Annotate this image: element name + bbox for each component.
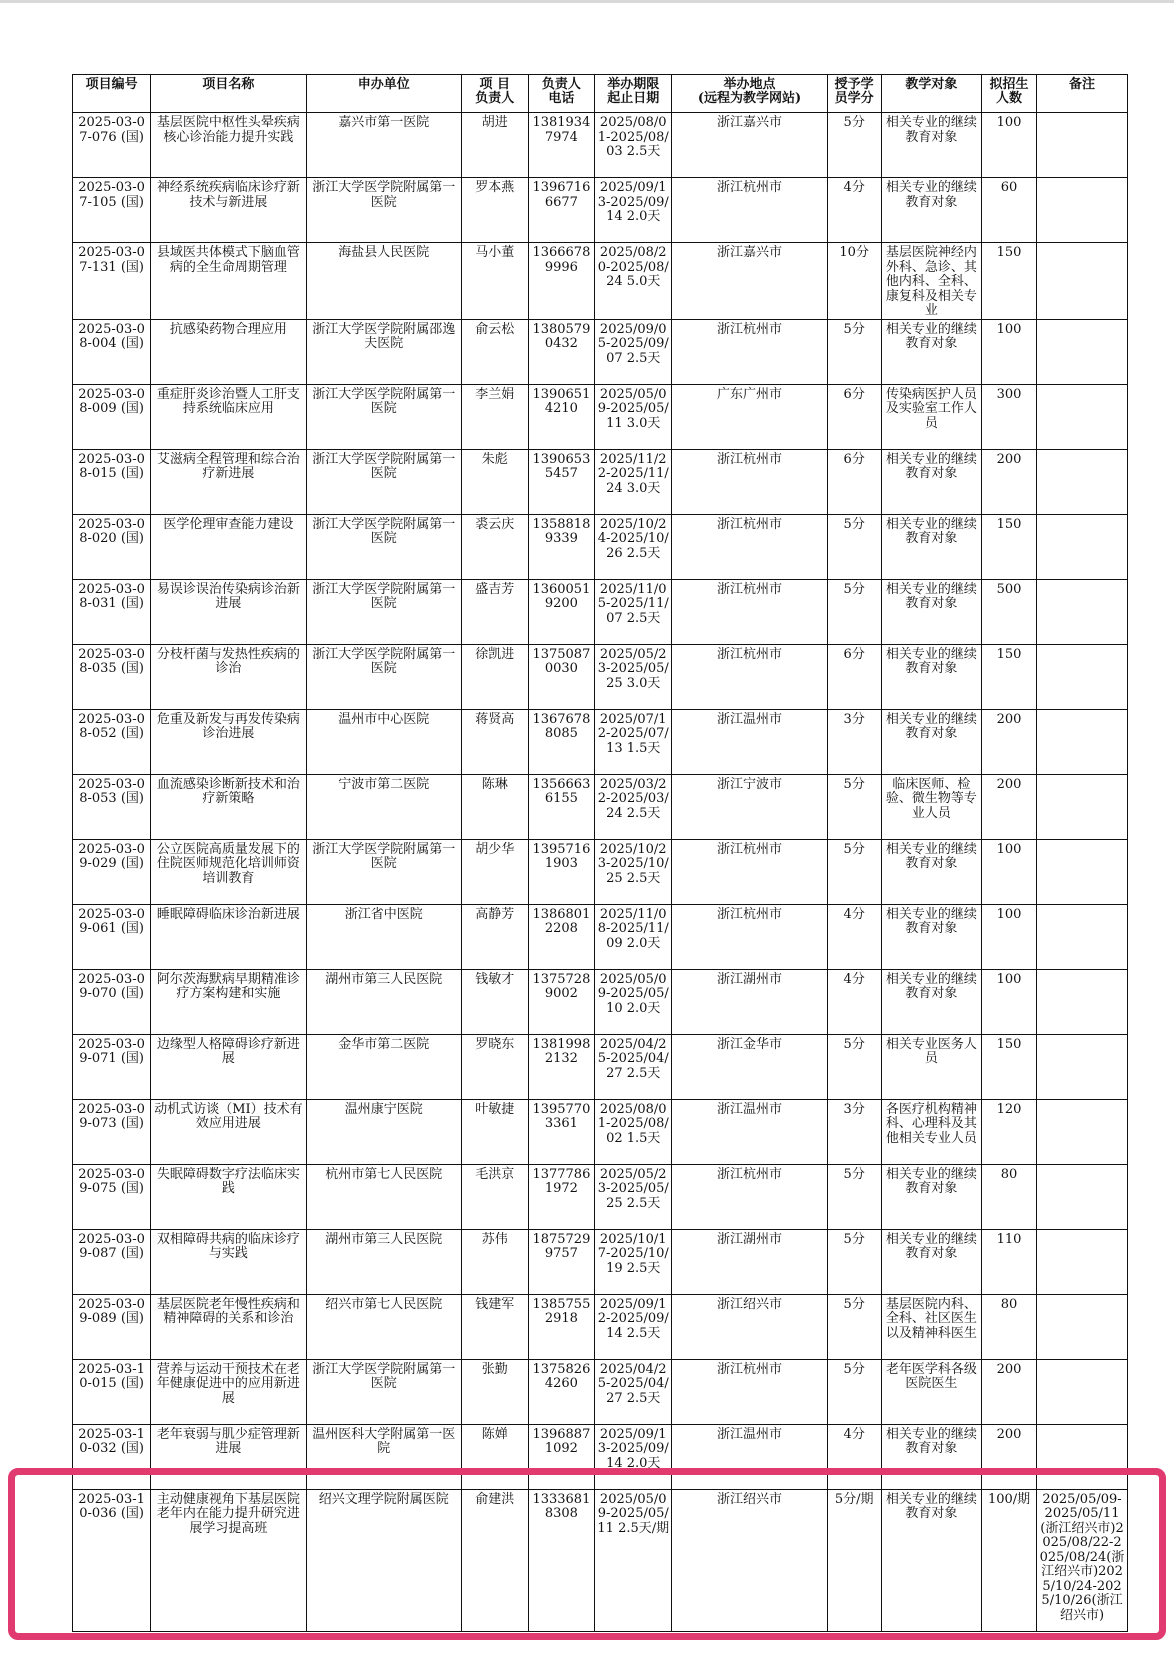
cell-location: 浙江嘉兴市 xyxy=(672,243,827,320)
cell-phone: 13588189339 xyxy=(528,514,595,579)
table-row xyxy=(73,449,1128,514)
cell-project-id: 2025-03-10-032 (国) xyxy=(73,1424,151,1489)
cell-phone: 13819347974 xyxy=(528,113,595,178)
cell-phone: 13868012208 xyxy=(528,904,595,969)
cell-credits: 6分 xyxy=(827,384,881,449)
cell-leader: 蒋贤高 xyxy=(462,709,529,774)
header-col-project-id: 项目编号 xyxy=(73,75,151,113)
cell-remarks xyxy=(1037,839,1128,904)
cell-audience: 相关专业的继续教育对象 xyxy=(881,319,981,384)
cell-project-id: 2025-03-09-071 (国) xyxy=(73,1034,151,1099)
cell-credits: 3分 xyxy=(827,709,881,774)
cell-audience: 相关专业的继续教育对象 xyxy=(881,644,981,709)
cell-credits: 5分 xyxy=(827,113,881,178)
cell-organizer: 温州康宁医院 xyxy=(306,1099,461,1164)
cell-audience: 相关专业的继续教育对象 xyxy=(881,709,981,774)
cell-audience: 相关专业的继续教育对象 xyxy=(881,1424,981,1489)
cell-organizer: 浙江大学医学院附属第一医院 xyxy=(306,514,461,579)
cell-project-name: 动机式访谈（MI）技术有效应用进展 xyxy=(151,1099,306,1164)
cell-location: 浙江杭州市 xyxy=(672,644,827,709)
table-row xyxy=(73,1424,1128,1489)
cell-project-name: 艾滋病全程管理和综合治疗新进展 xyxy=(151,449,306,514)
cell-phone: 13336818308 xyxy=(528,1489,595,1631)
cell-project-name: 神经系统疾病临床诊疗新技术与新进展 xyxy=(151,178,306,243)
cell-credits: 5分 xyxy=(827,514,881,579)
cell-enrollment: 120 xyxy=(982,1099,1037,1164)
cell-location: 浙江嘉兴市 xyxy=(672,113,827,178)
cell-location: 浙江金华市 xyxy=(672,1034,827,1099)
cell-audience: 基层医院神经内外科、急诊、其他内科、全科、康复科及相关专业 xyxy=(881,243,981,320)
cell-project-name: 基层医院中枢性头晕疾病核心诊治能力提升实践 xyxy=(151,113,306,178)
cell-dates: 2025/10/17-2025/10/19 2.5天 xyxy=(595,1229,672,1294)
cell-phone: 13566636155 xyxy=(528,774,595,839)
header-col-dates: 举办期限 起止日期 xyxy=(595,75,672,113)
cell-project-name: 营养与运动干预技术在老年健康促进中的应用新进展 xyxy=(151,1359,306,1424)
cell-audience: 各医疗机构精神科、心理科及其他相关专业人员 xyxy=(881,1099,981,1164)
cell-leader: 胡进 xyxy=(462,113,529,178)
cell-location: 浙江杭州市 xyxy=(672,1359,827,1424)
table-row xyxy=(73,113,1128,178)
cell-enrollment: 200 xyxy=(982,1359,1037,1424)
cell-dates: 2025/08/01-2025/08/03 2.5天 xyxy=(595,113,672,178)
cell-enrollment: 100 xyxy=(982,839,1037,904)
cell-dates: 2025/07/12-2025/07/13 1.5天 xyxy=(595,709,672,774)
cell-credits: 4分 xyxy=(827,904,881,969)
cell-enrollment: 110 xyxy=(982,1229,1037,1294)
cell-project-name: 阿尔茨海默病早期精准诊疗方案构建和实施 xyxy=(151,969,306,1034)
cell-leader: 徐凯进 xyxy=(462,644,529,709)
cell-dates: 2025/09/13-2025/09/14 2.0天 xyxy=(595,178,672,243)
cell-project-id: 2025-03-08-052 (国) xyxy=(73,709,151,774)
cell-enrollment: 100 xyxy=(982,969,1037,1034)
cell-leader: 裘云庆 xyxy=(462,514,529,579)
table-row xyxy=(73,644,1128,709)
cell-location: 浙江温州市 xyxy=(672,1099,827,1164)
cell-remarks xyxy=(1037,514,1128,579)
cell-enrollment: 150 xyxy=(982,644,1037,709)
cell-project-name: 分枝杆菌与发热性疾病的诊治 xyxy=(151,644,306,709)
cell-enrollment: 100 xyxy=(982,904,1037,969)
cell-dates: 2025/05/23-2025/05/25 3.0天 xyxy=(595,644,672,709)
cell-audience: 相关专业的继续教育对象 xyxy=(881,113,981,178)
cell-leader: 胡少华 xyxy=(462,839,529,904)
cell-project-id: 2025-03-09-075 (国) xyxy=(73,1164,151,1229)
cell-project-name: 公立医院高质量发展下的住院医师规范化培训师资培训教育 xyxy=(151,839,306,904)
cell-phone: 13857552918 xyxy=(528,1294,595,1359)
cell-project-name: 重症肝炎诊治暨人工肝支持系统临床应用 xyxy=(151,384,306,449)
header-col-remarks: 备注 xyxy=(1037,75,1128,113)
cell-remarks xyxy=(1037,319,1128,384)
cell-credits: 4分 xyxy=(827,1424,881,1489)
cell-organizer: 温州市中心医院 xyxy=(306,709,461,774)
cell-dates: 2025/05/09-2025/05/11 3.0天 xyxy=(595,384,672,449)
table-row xyxy=(73,774,1128,839)
cell-project-id: 2025-03-07-076 (国) xyxy=(73,113,151,178)
cell-remarks xyxy=(1037,1164,1128,1229)
table-row xyxy=(73,243,1128,320)
cell-location: 浙江杭州市 xyxy=(672,178,827,243)
cell-credits: 5分 xyxy=(827,1164,881,1229)
cell-enrollment: 200 xyxy=(982,709,1037,774)
cell-phone: 18757299757 xyxy=(528,1229,595,1294)
cell-credits: 5分 xyxy=(827,319,881,384)
cell-remarks xyxy=(1037,709,1128,774)
cell-leader: 钱敏才 xyxy=(462,969,529,1034)
table-row xyxy=(73,579,1128,644)
cell-phone: 13666789996 xyxy=(528,243,595,320)
table-row xyxy=(73,384,1128,449)
cell-enrollment: 80 xyxy=(982,1294,1037,1359)
table-row xyxy=(73,1229,1128,1294)
cell-credits: 3分 xyxy=(827,1099,881,1164)
cell-dates: 2025/05/09-2025/05/11 2.5天/期 xyxy=(595,1489,672,1631)
cell-audience: 基层医院内科、全科、社区医生以及精神科医生 xyxy=(881,1294,981,1359)
cell-audience: 相关专业的继续教育对象 xyxy=(881,1489,981,1631)
cell-project-name: 基层医院老年慢性疾病和精神障碍的关系和诊治 xyxy=(151,1294,306,1359)
cell-location: 浙江宁波市 xyxy=(672,774,827,839)
cell-project-id: 2025-03-08-035 (国) xyxy=(73,644,151,709)
cell-credits: 5分 xyxy=(827,839,881,904)
table-row xyxy=(73,969,1128,1034)
cell-credits: 5分 xyxy=(827,774,881,839)
cell-organizer: 浙江大学医学院附属邵逸夫医院 xyxy=(306,319,461,384)
cell-remarks: 2025/05/09-2025/05/11(浙江绍兴市)2025/08/22-2025/08/24(浙江绍兴市)2025/10/24-2025/10/26(浙江绍兴市) xyxy=(1037,1489,1128,1631)
table-row xyxy=(73,1359,1128,1424)
cell-remarks xyxy=(1037,774,1128,839)
cell-leader: 陈琳 xyxy=(462,774,529,839)
cell-enrollment: 300 xyxy=(982,384,1037,449)
cell-audience: 相关专业的继续教育对象 xyxy=(881,449,981,514)
cell-enrollment: 80 xyxy=(982,1164,1037,1229)
cell-dates: 2025/05/23-2025/05/25 2.5天 xyxy=(595,1164,672,1229)
cell-organizer: 金华市第二医院 xyxy=(306,1034,461,1099)
cell-leader: 罗本燕 xyxy=(462,178,529,243)
cell-dates: 2025/10/24-2025/10/26 2.5天 xyxy=(595,514,672,579)
cell-phone: 13757289002 xyxy=(528,969,595,1034)
cell-leader: 叶敏捷 xyxy=(462,1099,529,1164)
cell-credits: 5分 xyxy=(827,1034,881,1099)
header-col-audience: 教学对象 xyxy=(881,75,981,113)
cell-audience: 相关专业的继续教育对象 xyxy=(881,1229,981,1294)
cell-project-name: 县域医共体模式下脑血管病的全生命周期管理 xyxy=(151,243,306,320)
cell-enrollment: 500 xyxy=(982,579,1037,644)
cell-project-id: 2025-03-09-087 (国) xyxy=(73,1229,151,1294)
cell-remarks xyxy=(1037,243,1128,320)
table-row xyxy=(73,904,1128,969)
cell-enrollment: 200 xyxy=(982,1424,1037,1489)
cell-enrollment: 200 xyxy=(982,449,1037,514)
cell-dates: 2025/05/09-2025/05/10 2.0天 xyxy=(595,969,672,1034)
cell-dates: 2025/11/05-2025/11/07 2.5天 xyxy=(595,579,672,644)
cell-remarks xyxy=(1037,1424,1128,1489)
header-col-credits: 授予学 员学分 xyxy=(827,75,881,113)
cell-location: 浙江杭州市 xyxy=(672,514,827,579)
cell-project-name: 双相障碍共病的临床诊疗与实践 xyxy=(151,1229,306,1294)
cell-project-name: 血流感染诊断新技术和治疗新策略 xyxy=(151,774,306,839)
cell-project-name: 抗感染药物合理应用 xyxy=(151,319,306,384)
cell-location: 浙江杭州市 xyxy=(672,1164,827,1229)
cell-dates: 2025/03/22-2025/03/24 2.5天 xyxy=(595,774,672,839)
cell-remarks xyxy=(1037,449,1128,514)
cell-enrollment: 100/期 xyxy=(982,1489,1037,1631)
cell-project-name: 医学伦理审查能力建设 xyxy=(151,514,306,579)
cell-leader: 俞云松 xyxy=(462,319,529,384)
header-col-enrollment: 拟招生 人数 xyxy=(982,75,1037,113)
cell-leader: 毛洪京 xyxy=(462,1164,529,1229)
cell-organizer: 浙江大学医学院附属第一医院 xyxy=(306,1359,461,1424)
cell-location: 浙江杭州市 xyxy=(672,904,827,969)
cell-organizer: 嘉兴市第一医院 xyxy=(306,113,461,178)
cell-remarks xyxy=(1037,1294,1128,1359)
cell-organizer: 湖州市第三人民医院 xyxy=(306,969,461,1034)
cell-phone: 13600519200 xyxy=(528,579,595,644)
cell-organizer: 浙江大学医学院附属第一医院 xyxy=(306,384,461,449)
cell-audience: 临床医师、检验、微生物等专业人员 xyxy=(881,774,981,839)
table-row xyxy=(73,1294,1128,1359)
cell-remarks xyxy=(1037,579,1128,644)
cell-dates: 2025/09/12-2025/09/14 2.5天 xyxy=(595,1294,672,1359)
cell-audience: 相关专业医务人员 xyxy=(881,1034,981,1099)
table-row xyxy=(73,319,1128,384)
cell-project-id: 2025-03-08-031 (国) xyxy=(73,579,151,644)
cell-organizer: 浙江大学医学院附属第一医院 xyxy=(306,579,461,644)
table-row xyxy=(73,1489,1128,1631)
cell-enrollment: 100 xyxy=(982,319,1037,384)
cell-project-id: 2025-03-08-009 (国) xyxy=(73,384,151,449)
cell-enrollment: 60 xyxy=(982,178,1037,243)
header-col-location: 举办地点 (远程为教学网站) xyxy=(672,75,827,113)
cell-remarks xyxy=(1037,1034,1128,1099)
cell-credits: 5分/期 xyxy=(827,1489,881,1631)
cell-organizer: 温州医科大学附属第一医院 xyxy=(306,1424,461,1489)
header-row xyxy=(73,75,1128,113)
cell-audience: 相关专业的继续教育对象 xyxy=(881,969,981,1034)
cell-credits: 4分 xyxy=(827,969,881,1034)
cell-credits: 10分 xyxy=(827,243,881,320)
cell-enrollment: 200 xyxy=(982,774,1037,839)
cell-leader: 马小董 xyxy=(462,243,529,320)
cell-location: 浙江杭州市 xyxy=(672,579,827,644)
cell-project-name: 主动健康视角下基层医院老年内在能力提升研究进展学习提高班 xyxy=(151,1489,306,1631)
cell-location: 浙江温州市 xyxy=(672,709,827,774)
table-row xyxy=(73,1034,1128,1099)
cell-location: 浙江湖州市 xyxy=(672,969,827,1034)
table-row xyxy=(73,1164,1128,1229)
cell-project-id: 2025-03-10-036 (国) xyxy=(73,1489,151,1631)
cell-leader: 苏伟 xyxy=(462,1229,529,1294)
cell-enrollment: 150 xyxy=(982,514,1037,579)
cell-phone: 13777861972 xyxy=(528,1164,595,1229)
cell-leader: 朱彪 xyxy=(462,449,529,514)
table-body xyxy=(73,113,1128,1632)
cell-remarks xyxy=(1037,1359,1128,1424)
cell-remarks xyxy=(1037,178,1128,243)
cell-audience: 相关专业的继续教育对象 xyxy=(881,579,981,644)
cell-enrollment: 150 xyxy=(982,243,1037,320)
cell-project-id: 2025-03-10-015 (国) xyxy=(73,1359,151,1424)
cell-phone: 13805790432 xyxy=(528,319,595,384)
cell-project-name: 边缘型人格障碍诊疗新进展 xyxy=(151,1034,306,1099)
cell-project-id: 2025-03-09-089 (国) xyxy=(73,1294,151,1359)
cell-leader: 李兰娟 xyxy=(462,384,529,449)
cell-location: 浙江湖州市 xyxy=(672,1229,827,1294)
cell-location: 广东广州市 xyxy=(672,384,827,449)
cell-project-name: 睡眠障碍临床诊治新进展 xyxy=(151,904,306,969)
cell-credits: 6分 xyxy=(827,644,881,709)
cell-organizer: 绍兴文理学院附属医院 xyxy=(306,1489,461,1631)
cell-organizer: 浙江大学医学院附属第一医院 xyxy=(306,644,461,709)
cell-audience: 老年医学科各级医院医生 xyxy=(881,1359,981,1424)
cell-credits: 5分 xyxy=(827,1229,881,1294)
cell-phone: 13906514210 xyxy=(528,384,595,449)
cell-project-id: 2025-03-08-020 (国) xyxy=(73,514,151,579)
cell-remarks xyxy=(1037,384,1128,449)
cell-credits: 4分 xyxy=(827,178,881,243)
cell-organizer: 湖州市第三人民医院 xyxy=(306,1229,461,1294)
cell-leader: 陈婵 xyxy=(462,1424,529,1489)
cell-enrollment: 100 xyxy=(982,113,1037,178)
cell-project-id: 2025-03-08-004 (国) xyxy=(73,319,151,384)
cell-dates: 2025/09/13-2025/09/14 2.0天 xyxy=(595,1424,672,1489)
cell-credits: 6分 xyxy=(827,449,881,514)
cell-organizer: 浙江大学医学院附属第一医院 xyxy=(306,449,461,514)
cell-project-id: 2025-03-09-029 (国) xyxy=(73,839,151,904)
cell-dates: 2025/08/01-2025/08/02 1.5天 xyxy=(595,1099,672,1164)
cell-leader: 张勤 xyxy=(462,1359,529,1424)
cell-credits: 5分 xyxy=(827,1359,881,1424)
cell-remarks xyxy=(1037,904,1128,969)
cell-organizer: 海盐县人民医院 xyxy=(306,243,461,320)
cell-project-id: 2025-03-09-073 (国) xyxy=(73,1099,151,1164)
cell-audience: 相关专业的继续教育对象 xyxy=(881,904,981,969)
header-col-organizer: 申办单位 xyxy=(306,75,461,113)
cell-project-name: 易误诊误治传染病诊治新进展 xyxy=(151,579,306,644)
cell-location: 浙江绍兴市 xyxy=(672,1489,827,1631)
cell-dates: 2025/04/25-2025/04/27 2.5天 xyxy=(595,1359,672,1424)
cell-phone: 13968871092 xyxy=(528,1424,595,1489)
cell-dates: 2025/10/23-2025/10/25 2.5天 xyxy=(595,839,672,904)
cell-dates: 2025/04/25-2025/04/27 2.5天 xyxy=(595,1034,672,1099)
cell-project-id: 2025-03-07-131 (国) xyxy=(73,243,151,320)
cell-project-id: 2025-03-09-061 (国) xyxy=(73,904,151,969)
cell-phone: 13750870030 xyxy=(528,644,595,709)
cell-leader: 钱建军 xyxy=(462,1294,529,1359)
cell-audience: 传染病医护人员及实验室工作人员 xyxy=(881,384,981,449)
cell-project-id: 2025-03-07-105 (国) xyxy=(73,178,151,243)
cell-organizer: 绍兴市第七人民医院 xyxy=(306,1294,461,1359)
cell-remarks xyxy=(1037,644,1128,709)
cell-audience: 相关专业的继续教育对象 xyxy=(881,514,981,579)
cell-leader: 盛吉芳 xyxy=(462,579,529,644)
project-table xyxy=(72,74,1128,1632)
cell-remarks xyxy=(1037,1229,1128,1294)
cell-location: 浙江杭州市 xyxy=(672,319,827,384)
cell-leader: 俞建洪 xyxy=(462,1489,529,1631)
cell-phone: 13758264260 xyxy=(528,1359,595,1424)
cell-phone: 13957703361 xyxy=(528,1099,595,1164)
cell-leader: 罗晓东 xyxy=(462,1034,529,1099)
cell-remarks xyxy=(1037,969,1128,1034)
table-row xyxy=(73,178,1128,243)
cell-location: 浙江温州市 xyxy=(672,1424,827,1489)
cell-location: 浙江杭州市 xyxy=(672,839,827,904)
cell-organizer: 宁波市第二医院 xyxy=(306,774,461,839)
header-col-phone: 负责人 电话 xyxy=(528,75,595,113)
cell-dates: 2025/08/20-2025/08/24 5.0天 xyxy=(595,243,672,320)
cell-organizer: 浙江省中医院 xyxy=(306,904,461,969)
cell-credits: 5分 xyxy=(827,579,881,644)
header-col-leader: 项 目 负责人 xyxy=(462,75,529,113)
cell-project-name: 危重及新发与再发传染病诊治进展 xyxy=(151,709,306,774)
cell-dates: 2025/11/08-2025/11/09 2.0天 xyxy=(595,904,672,969)
cell-project-id: 2025-03-08-015 (国) xyxy=(73,449,151,514)
cell-project-name: 老年衰弱与肌少症管理新进展 xyxy=(151,1424,306,1489)
cell-audience: 相关专业的继续教育对象 xyxy=(881,178,981,243)
cell-leader: 高静芳 xyxy=(462,904,529,969)
cell-project-id: 2025-03-09-070 (国) xyxy=(73,969,151,1034)
table-row xyxy=(73,709,1128,774)
cell-phone: 13906535457 xyxy=(528,449,595,514)
cell-dates: 2025/09/05-2025/09/07 2.5天 xyxy=(595,319,672,384)
cell-phone: 13819982132 xyxy=(528,1034,595,1099)
cell-phone: 13676788085 xyxy=(528,709,595,774)
cell-remarks xyxy=(1037,1099,1128,1164)
cell-audience: 相关专业的继续教育对象 xyxy=(881,1164,981,1229)
cell-organizer: 杭州市第七人民医院 xyxy=(306,1164,461,1229)
top-divider xyxy=(0,0,1174,3)
cell-enrollment: 150 xyxy=(982,1034,1037,1099)
cell-dates: 2025/11/22-2025/11/24 3.0天 xyxy=(595,449,672,514)
cell-location: 浙江杭州市 xyxy=(672,449,827,514)
cell-phone: 13957161903 xyxy=(528,839,595,904)
table-row xyxy=(73,514,1128,579)
cell-remarks xyxy=(1037,113,1128,178)
cell-organizer: 浙江大学医学院附属第一医院 xyxy=(306,178,461,243)
table-row xyxy=(73,1099,1128,1164)
cell-audience: 相关专业的继续教育对象 xyxy=(881,839,981,904)
cell-project-id: 2025-03-08-053 (国) xyxy=(73,774,151,839)
cell-credits: 5分 xyxy=(827,1294,881,1359)
cell-phone: 13967166677 xyxy=(528,178,595,243)
cell-location: 浙江绍兴市 xyxy=(672,1294,827,1359)
cell-organizer: 浙江大学医学院附属第一医院 xyxy=(306,839,461,904)
table-row xyxy=(73,839,1128,904)
cell-project-name: 失眠障碍数字疗法临床实践 xyxy=(151,1164,306,1229)
header-col-project-name: 项目名称 xyxy=(151,75,306,113)
